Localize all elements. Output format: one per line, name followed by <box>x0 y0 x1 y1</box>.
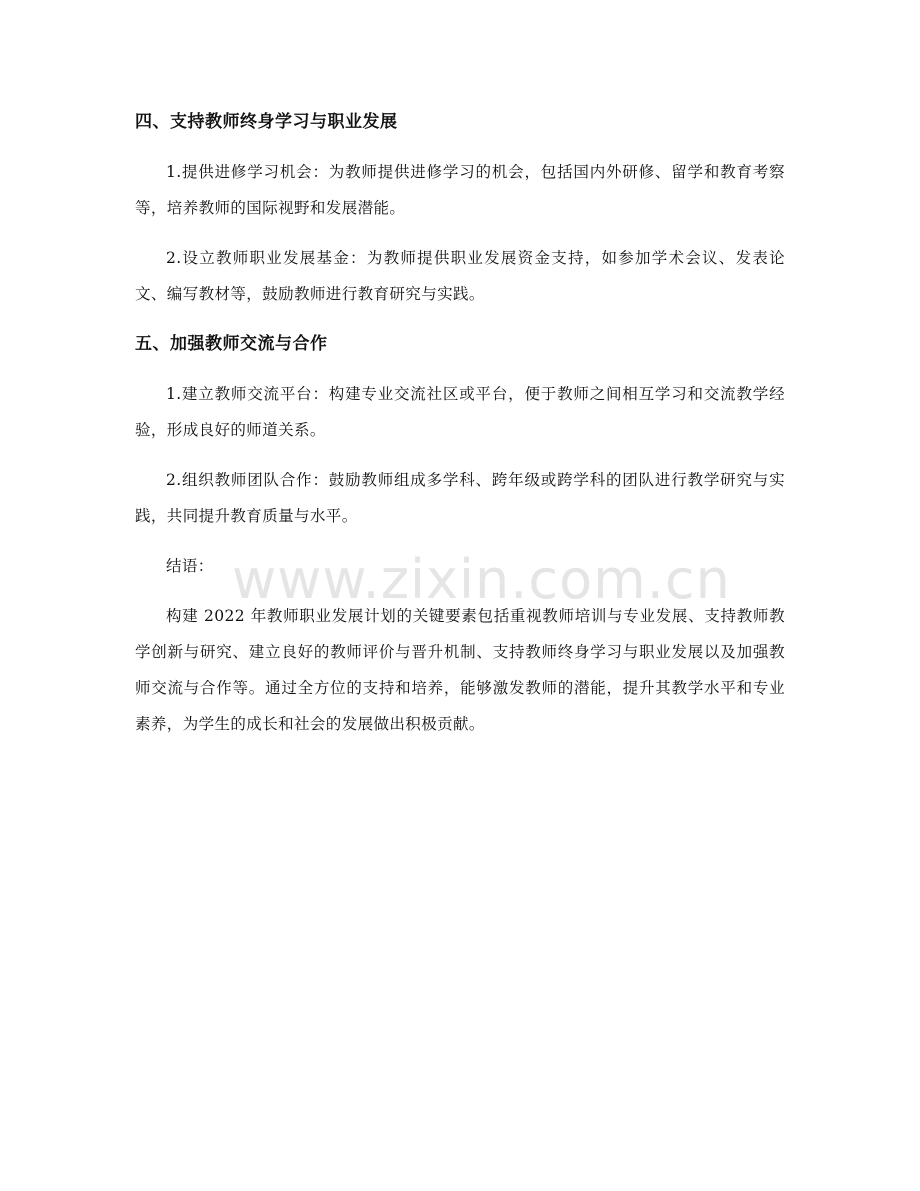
section-heading-4: 四、支持教师终身学习与职业发展 <box>135 112 398 132</box>
watermark: www.zixin.com.cn <box>232 548 731 611</box>
section-heading-5: 五、加强教师交流与合作 <box>135 334 328 354</box>
paragraph-4-2: 2.设立教师职业发展基金：为教师提供职业发展资金支持，如参加学术会议、发表论文、编写教材等，鼓励教师进行教育研究与实践。 <box>135 249 785 303</box>
document-body <box>135 104 785 756</box>
conclusion-label: 结语： <box>166 557 214 575</box>
paragraph-4-1: 1.提供进修学习机会：为教师提供进修学习的机会，包括国内外研修、留学和教育考察等，培养教师的国际视野和发展潜能。 <box>135 163 785 217</box>
paragraph-5-2: 2.组织教师团队合作：鼓励教师组成多学科、跨年级或跨学科的团队进行教学研究与实践，共同提升教育质量与水平。 <box>135 471 785 525</box>
conclusion-paragraph: 构建 2022 年教师职业发展计划的关键要素包括重视教师培训与专业发展、支持教师教学创新与研究、建立良好的教师评价与晋升机制、支持教师终身学习与职业发展以及加强教师交流与合作等。通过全方位的支持和培养，能够激发教师的潜能，提升其教学水平和专业素养，为学生的成长和社会的发展做出积极贡献。 <box>135 607 785 733</box>
paragraph-5-1: 1.建立教师交流平台：构建专业交流社区或平台，便于教师之间相互学习和交流教学经验，形成良好的师道关系。 <box>135 385 785 439</box>
